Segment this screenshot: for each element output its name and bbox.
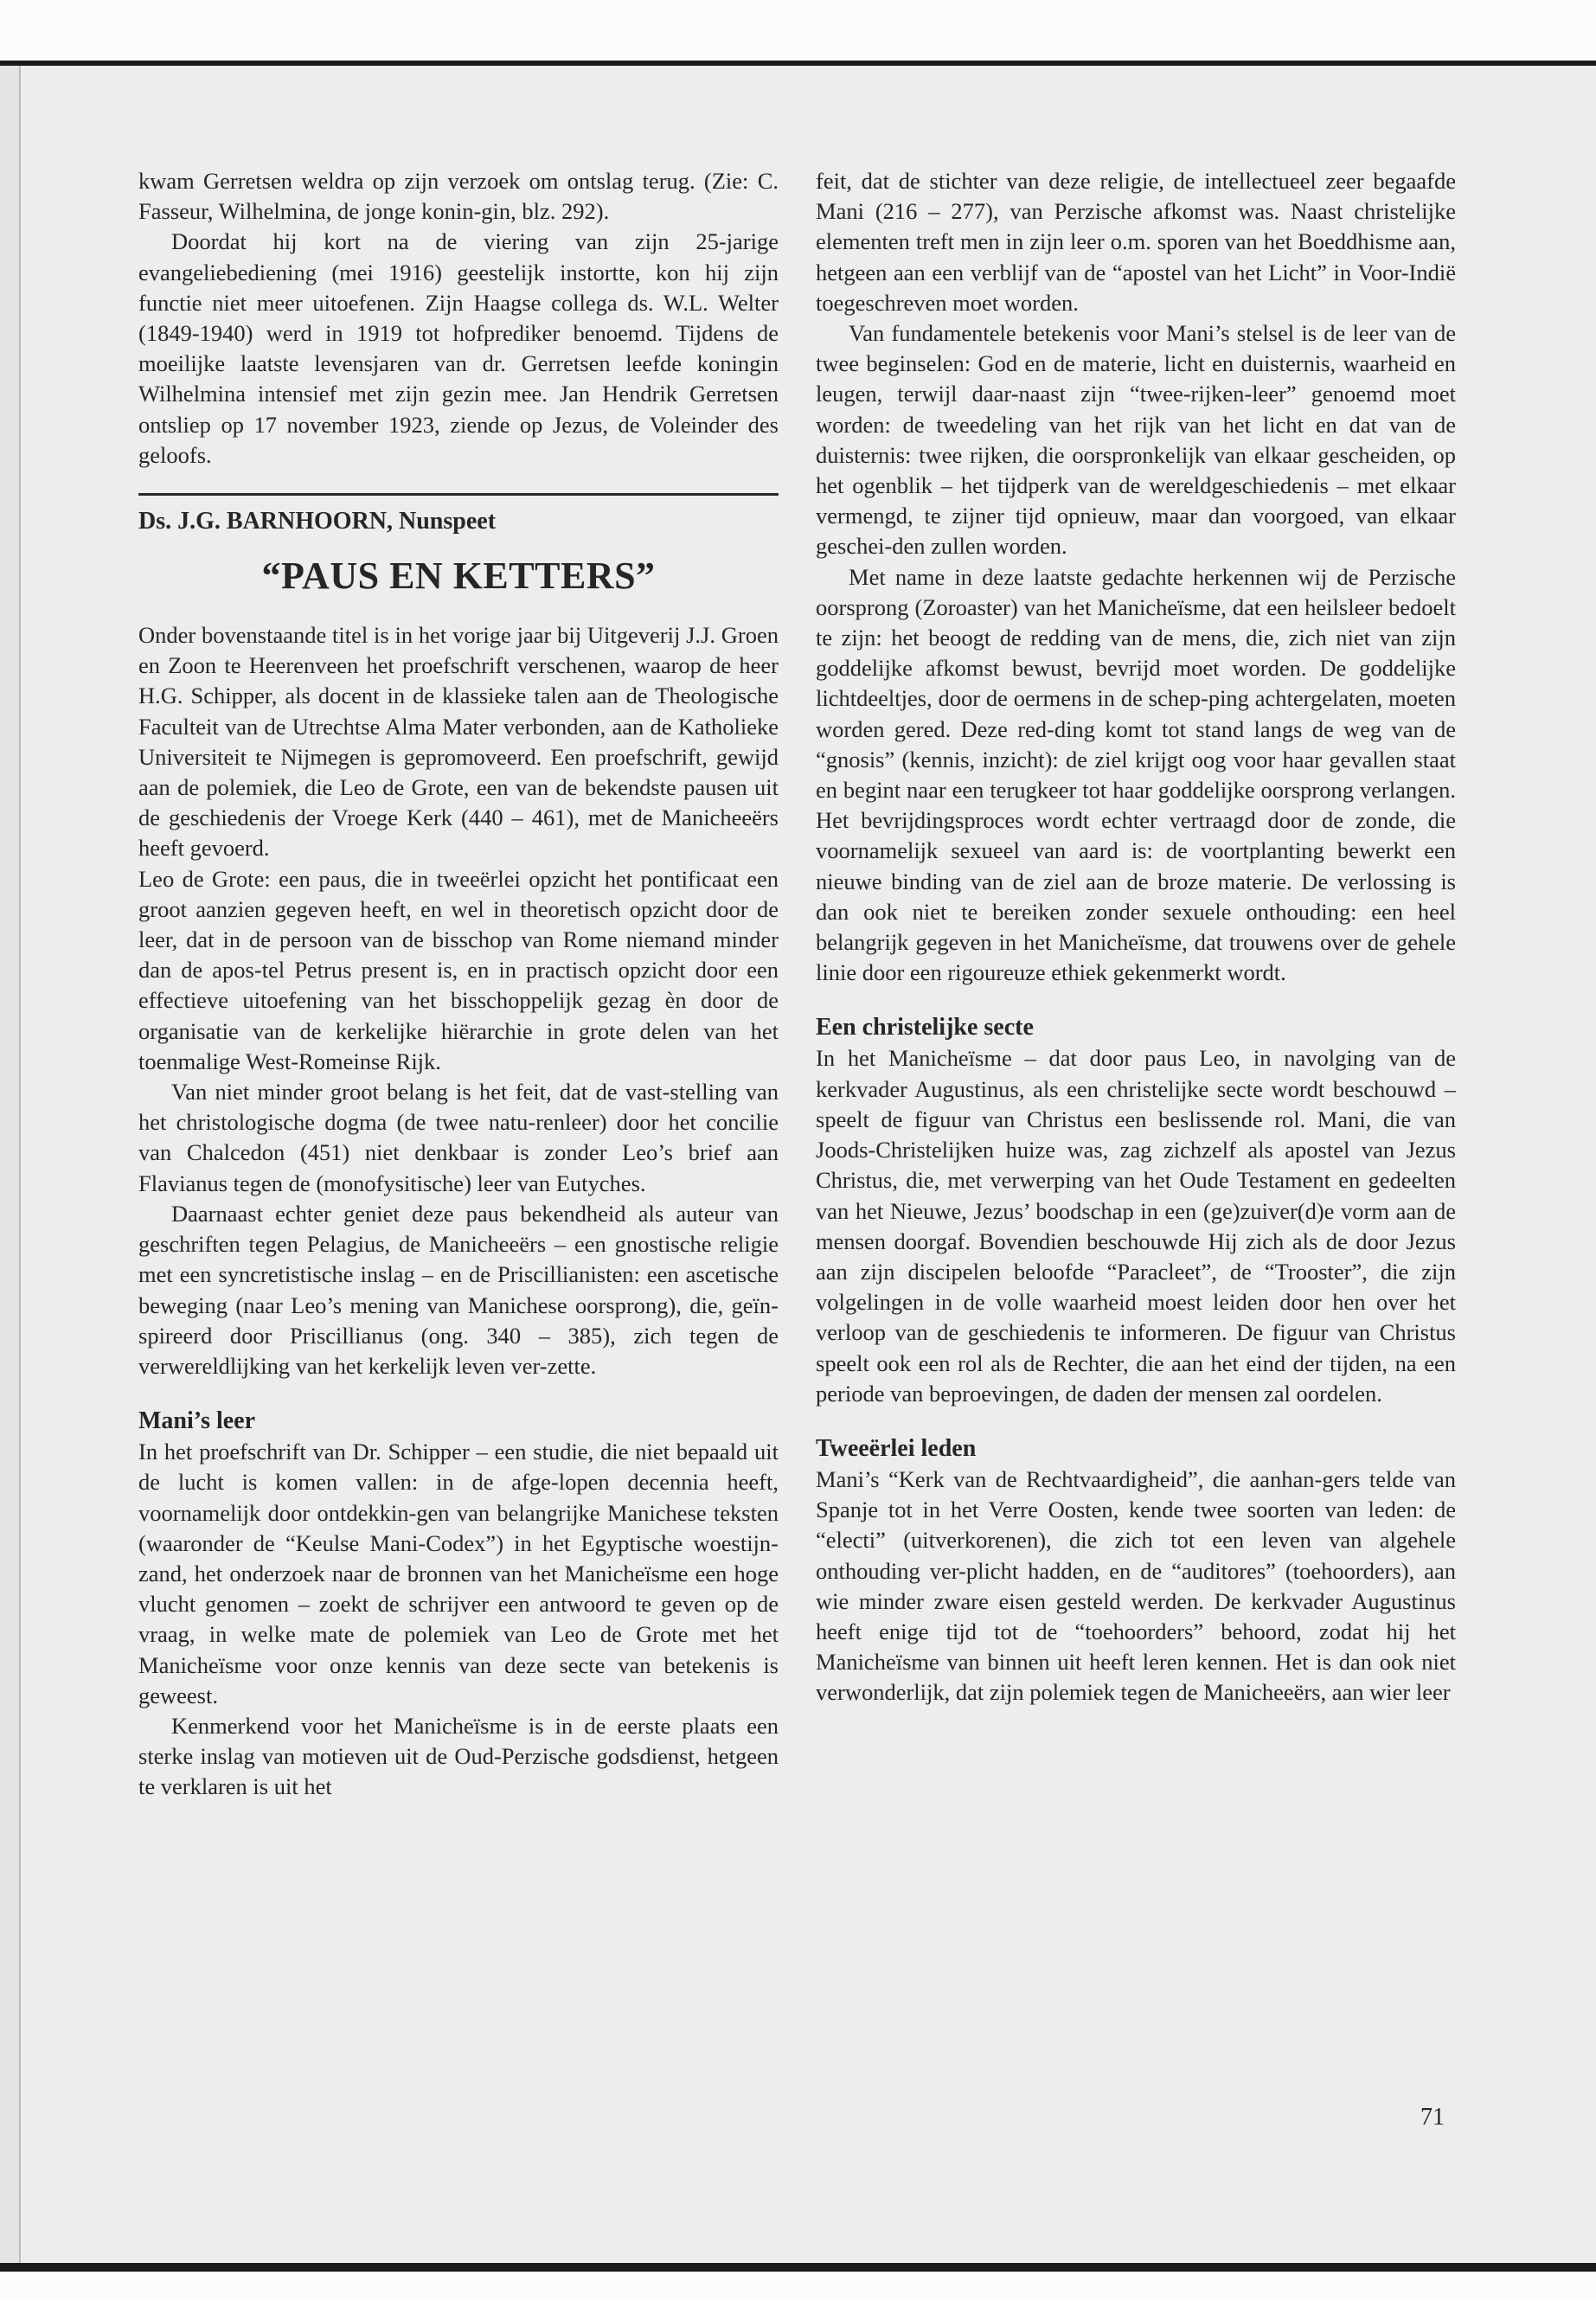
right-column bbox=[816, 166, 1456, 1708]
scan-bottom-margin bbox=[0, 2272, 1596, 2301]
subheading: Mani’s leer bbox=[138, 1407, 256, 1435]
paragraph: Doordat hij kort na de viering van zijn 25-jarige evangeliebediening (mei 1916) geestelijk instortte, kon hij zijn functie niet meer uitoefenen. Zijn Haagse collega ds. W.L. Welter (1849-1940) werd in 1919 tot hofprediker benoemd. Tijdens de moeilijke laatste levensjaren van dr. Gerretsen leefde koningin Wilhelmina intensief met zijn gezin mee. Jan Hendrik Gerretsen ontsliep op 17 november 1923, ziende op Jezus, de Voleinder des geloofs. bbox=[138, 228, 779, 468]
paragraph: kwam Gerretsen weldra op zijn verzoek om ontslag terug. (Zie: C. Fasseur, Wilhelmina, de jonge konin-gin, blz. 292). bbox=[138, 168, 779, 225]
paragraph: Onder bovenstaande titel is in het vorige jaar bij Uitgeverij J.J. Groen en Zoon te Heerenveen het proefschrift verschenen, waarop de heer H.G. Schipper, als docent in de klassieke talen aan de Theologische Faculteit van de Utrechtse Alma Mater verbonden, aan de Katholieke Universiteit te Nijmegen is gepromoveerd. Een proefschrift, gewijd aan de polemiek, die Leo de Grote, een van de bekendste pausen uit de geschiedenis der Vroege Kerk (440 – 461), met de Manicheeërs heeft gevoerd. bbox=[138, 622, 779, 862]
paragraph: Van fundamentele betekenis voor Mani’s stelsel is de leer van de twee beginselen: God en de materie, licht en duisternis, waarheid en leugen, terwijl daar-naast zijn “twee-rijken-leer” genoemd moet worden: de tweedeling van het rijk van het licht en dat van de duisternis: twee rijken, die oorspronkelijk van elkaar gescheiden, op het ogenblik – het tijdperk van de wereldgeschiedenis – met elkaar vermengd, te zijner tijd opnieuw, maar dan voorgoed, van elkaar geschei-den zullen worden. bbox=[816, 320, 1456, 560]
paragraph: feit, dat de stichter van deze religie, de intellectueel zeer begaafde Mani (216 – 277), van Perzische afkomst was. Naast christelijke elementen treft men in zijn leer o.m. sporen van het Boeddhisme aan, hetgeen aan een verblijf van de “apostel van het Licht” in Voor-Indië toegeschreven moet worden. bbox=[816, 168, 1456, 316]
paragraph: Van niet minder groot belang is het feit, dat de vast-stelling van het christologische dogma (de twee natu-renleer) door het concilie van Chalcedon (451) niet denkbaar is zonder Leo’s brief aan Flavianus tegen de (monofysitische) leer van Eutyches. bbox=[138, 1079, 779, 1196]
paragraph: In het Manicheïsme – dat door paus Leo, in navolging van de kerkvader Augustinus, als een christelijke secte wordt beschouwd – speelt de figuur van Christus een beslissende rol. Mani, die van Joods-Christelijken huize was, zag zichzelf als apostel van Jezus Christus, die, met verwerping van het Oude Testament en gedeelten van het Nieuwe, Jezus’ boodschap in een (ge)zuiver(d)e vorm aan de mensen doorgaf. Bovendien beschouwde Hij zich als de door Jezus aan zijn discipelen beloofde “Paracleet”, de “Trooster”, die zijn volgelingen in de volle waarheid moest leiden door hen over het verloop van de geschiedenis te informeren. De figuur van Christus speelt ook een rol als de Rechter, die aan het eind der tijden, na een periode van beproevingen, de daden der mensen zal oordelen. bbox=[816, 1045, 1456, 1407]
paragraph: Kenmerkend voor het Manicheïsme is in de eerste plaats een sterke inslag van motieven uit de Oud-Perzische godsdienst, hetgeen te verklaren is uit het bbox=[138, 1712, 779, 1800]
page-number: 71 bbox=[1420, 2104, 1445, 2131]
subheading: Tweeërlei leden bbox=[816, 1434, 977, 1462]
paragraph: In het proefschrift van Dr. Schipper – een studie, die niet bepaald uit de lucht is komen vallen: in de afge-lopen decennia heeft, voornamelijk door ontdekkin-gen van belangrijke Manichese teksten (waaronder de “Keulse Mani-Codex”) in het Egyptische woestijn-zand, het onderzoek naar de bronnen van het Manicheïsme een hoge vlucht genomen – zoekt de schrijver een antwoord te geven op de vraag, in welke mate de polemiek van Leo de Grote met het Manicheïsme voor onze kennis van deze secte van betekenis is geweest. bbox=[138, 1439, 779, 1708]
scan-left-edge bbox=[0, 66, 21, 2263]
paragraph: Mani’s “Kerk van de Rechtvaardigheid”, die aanhan-gers telde van Spanje tot in het Verre Oosten, kende twee soorten van leden: de “electi” (uitverkorenen), die zich tot een leven van algehele onthouding ver-plicht hadden, en de “auditores” (toehoorders), aan wie minder zware eisen gesteld werden. De kerkvader Augustinus heeft enige tijd tot de “toehoorders” behoord, zodat hij het Manicheïsme van binnen uit heeft leren kennen. Het is dan ook niet verwonderlijk, dat zijn polemiek tegen de Manicheeërs, aan wier leer bbox=[816, 1465, 1456, 1706]
subheading: Een christelijke secte bbox=[816, 1014, 1034, 1042]
author-byline: Ds. J.G. BARNHOORN, Nunspeet bbox=[138, 508, 497, 535]
left-column bbox=[138, 166, 779, 1803]
section-divider bbox=[138, 493, 779, 496]
paragraph: Met name in deze laatste gedachte herkennen wij de Perzische oorsprong (Zoroaster) van het Manicheïsme, dat een heilsleer bedoelt te zijn: het beoogt de redding van de mens, die, zich niet van zijn goddelijke afkomst bewust, bevrijd moet worden. De goddelijke lichtdeeltjes, door de oermens in de schep-ping achtergelaten, moeten worden gered. Deze red-ding komt tot stand langs de weg van de “gnosis” (kennis, inzicht): de ziel krijgt oog voor haar gevallen staat en begint naar een terugkeer tot haar goddelijke oorsprong verlangen. Het bevrijdingsproces wordt echter vertraagd door de zonde, die voornamelijk sexueel van aard is: de voortplanting bewerkt een nieuwe binding van de ziel aan de broze materie. De verlossing is dan ook niet te bereiken zonder sexuele onthouding: een heel belangrijk gegeven in het Manicheïsme, dat trouwens over de gehele linie door een rigoureuze ethiek gekenmerkt wordt. bbox=[816, 563, 1456, 986]
paragraph: Leo de Grote: een paus, die in tweeërlei opzicht het pontificaat een groot aanzien gegeven heeft, en wel in theoretisch opzicht door de leer, dat in de persoon van de bisschop van Rome niemand minder dan de apos-tel Petrus present is, en in practisch opzicht door een effectieve uitoefening van het bisschoppelijk gezag èn door de organisatie van de kerkelijke hiërarchie in grote delen van het toenmalige West-Romeinse Rijk. bbox=[138, 865, 779, 1074]
paragraph: Daarnaast echter geniet deze paus bekendheid als auteur van geschriften tegen Pelagius, de Manicheeërs – een gnostische religie met een syncretistische inslag – en de Priscillianisten: een ascetische beweging (naar Leo’s mening van Manichese oorsprong), die, geïn-spireerd door Priscillianus (ong. 340 – 385), zich tegen de verwereldlijking van het kerkelijk leven ver-zette. bbox=[138, 1200, 779, 1379]
article-title: “PAUS EN KETTERS” bbox=[261, 554, 656, 598]
scan-bottom-border bbox=[0, 2263, 1596, 2272]
scan-top-margin bbox=[0, 0, 1596, 61]
